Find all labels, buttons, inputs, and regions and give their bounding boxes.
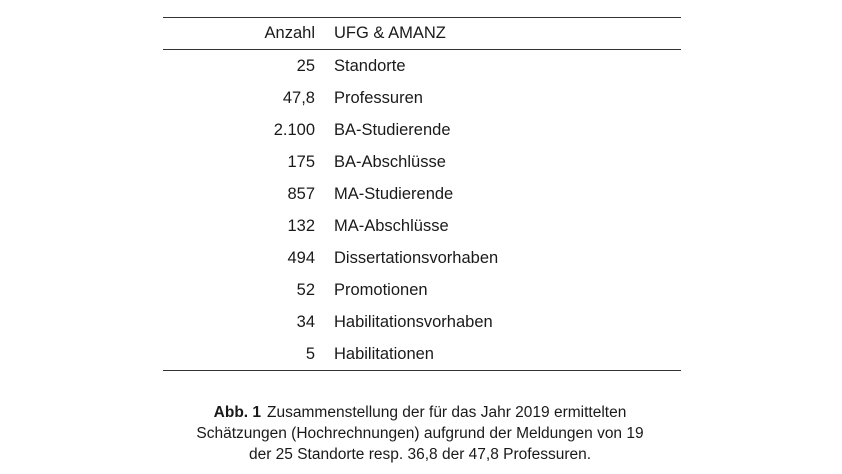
row-value: 175 xyxy=(287,153,315,171)
table-row xyxy=(163,146,681,178)
table-row xyxy=(163,242,681,274)
table-row xyxy=(163,178,681,210)
row-value: 132 xyxy=(287,217,315,235)
header-count: Anzahl xyxy=(264,24,315,42)
row-value: 857 xyxy=(287,185,315,203)
table-row xyxy=(163,210,681,242)
row-label: BA-Abschlüsse xyxy=(334,153,446,171)
row-label: Dissertationsvorhaben xyxy=(334,249,499,267)
row-value: 5 xyxy=(305,345,315,363)
table-row xyxy=(163,50,681,82)
row-value: 25 xyxy=(296,57,315,75)
table-row xyxy=(163,82,681,114)
data-table xyxy=(163,17,681,371)
row-label: BA-Studierende xyxy=(334,121,451,139)
caption-line-3: der 25 Standorte resp. 36,8 der 47,8 Professuren. xyxy=(248,446,592,463)
row-label: Standorte xyxy=(334,57,406,75)
row-label: Habilitationsvorhaben xyxy=(334,313,493,331)
row-label: MA-Studierende xyxy=(334,185,454,203)
row-label: MA-Abschlüsse xyxy=(334,217,449,235)
table-row xyxy=(163,306,681,338)
table-row xyxy=(163,274,681,306)
row-value: 52 xyxy=(296,281,315,299)
row-value: 34 xyxy=(296,313,315,331)
figure-caption xyxy=(120,402,720,465)
table-body xyxy=(163,50,681,370)
caption-line-1 xyxy=(120,402,720,423)
row-value: 47,8 xyxy=(282,89,315,107)
table-row xyxy=(163,338,681,370)
table-bottom-rule xyxy=(163,370,681,371)
caption-label: Abb. 1 xyxy=(213,404,262,421)
caption-line-2: Schätzungen (Hochrechnungen) aufgrund der Meldungen von 19 xyxy=(196,425,644,442)
row-label: Habilitationen xyxy=(334,345,434,363)
caption-text-1: Zusammenstellung der für das Jahr 2019 ermittelten xyxy=(267,404,627,421)
header-group: UFG & AMANZ xyxy=(334,24,446,42)
row-value: 2.100 xyxy=(273,121,315,139)
table-row xyxy=(163,114,681,146)
table-header-row xyxy=(163,18,681,49)
row-label: Professuren xyxy=(334,89,423,107)
row-value: 494 xyxy=(287,249,315,267)
row-label: Promotionen xyxy=(334,281,428,299)
